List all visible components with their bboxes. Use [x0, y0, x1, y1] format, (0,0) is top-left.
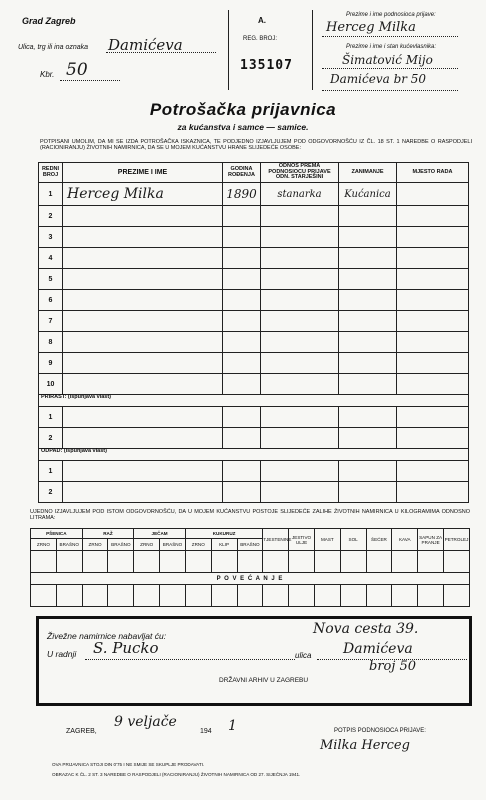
row-relation [261, 374, 339, 395]
intro-text: POTPISANI UMOLIM, DA MI SE IZDA POTROŠAČKA ISKAZNICA, TE PODJEDNO IZJAVLJUJEM POD ODGOVORNOŠĆU IZ ČL. 18 ST. 1 NAREDBE O RASPODJELI (RACIONIRANJU) ŽIVOTNIH NAMIRNICA, DA SE U MOJEM KUĆANSTVU HRANE SLIJEDEĆE OSOBE: [40, 139, 472, 151]
date-value: 9 veljače [114, 714, 177, 730]
row-workplace [397, 461, 469, 482]
supply-address: Nova cesta 39. [313, 621, 419, 637]
row-year [223, 353, 261, 374]
ordinance-note: OBRAZAC K ČL. 2 ST. 3 NAREDBE O RASPODJELI (RACIONIRANJU) ŽIVOTNIH NAMIRNICA OD 27. SIJEČNJA 1941. [52, 772, 301, 777]
street-value: Damićeva [108, 36, 183, 54]
supply-label: Živežne namirnice nabavljat ću: [47, 631, 167, 641]
landlord-value-1: Šimatović Mijo [342, 53, 433, 67]
row-num: 10 [39, 374, 63, 395]
supply-box [36, 616, 472, 706]
row-relation [261, 407, 339, 428]
row-workplace [397, 290, 469, 311]
applicant-underline [322, 36, 458, 37]
row-workplace [397, 206, 469, 227]
row-relation [261, 332, 339, 353]
table-row [39, 183, 469, 206]
table-row [39, 374, 469, 395]
row-year [223, 461, 261, 482]
row-name [63, 332, 223, 353]
row-occupation [339, 248, 397, 269]
prirast-label: PRIRAST: (ispunjava vlast) [39, 395, 469, 407]
sub-brasno: BRAŠNO [160, 539, 186, 551]
row-workplace [397, 269, 469, 290]
sub-zrno: ZRNO [134, 539, 160, 551]
form-letter: A. [258, 16, 266, 25]
col-header-relation: ODNOS PREMA PODNOSIOCU PRIJAVE ODN. STARJEŠINI [261, 163, 339, 183]
row-workplace [397, 353, 469, 374]
sub-brasno: BRAŠNO [237, 539, 263, 551]
year-label: 194 [200, 728, 212, 735]
row-year [223, 227, 261, 248]
row-relation [261, 482, 339, 503]
header-divider-left [228, 10, 229, 90]
row-num: 3 [39, 227, 63, 248]
row-name [63, 374, 223, 395]
row-num: 6 [39, 290, 63, 311]
row-workplace [397, 428, 469, 449]
persons-table [38, 162, 469, 503]
stock-row [31, 551, 470, 573]
radnja-label: U radnji [47, 649, 77, 659]
col-secer: ŠEĆER [366, 529, 392, 551]
ulica-label: ulica [295, 651, 312, 660]
landlord-underline-1 [322, 68, 458, 69]
col-ulje: JESTIVO ULJE [289, 529, 315, 551]
row-num: 7 [39, 311, 63, 332]
stock-table [30, 528, 470, 607]
col-kava: KAVA [392, 529, 418, 551]
row-name: Herceg Milka [63, 183, 223, 206]
row-num: 2 [39, 482, 63, 503]
row-workplace [397, 374, 469, 395]
row-year [223, 482, 261, 503]
row-relation [261, 353, 339, 374]
row-relation [261, 461, 339, 482]
form-subtitle: za kućanstva i samce — samice. [177, 122, 309, 132]
radnja-underline [85, 659, 295, 660]
col-mast: MAST [314, 529, 340, 551]
row-num: 2 [39, 206, 63, 227]
row-workplace [397, 311, 469, 332]
row-name [63, 248, 223, 269]
col-header-occupation: ZANIMANJE [339, 163, 397, 183]
sub-zrno: ZRNO [82, 539, 108, 551]
povecanje-label: P O V E Ć A N J E [31, 573, 470, 585]
year-value: 1 [228, 718, 237, 734]
row-relation [261, 227, 339, 248]
table-row [39, 269, 469, 290]
row-occupation [339, 269, 397, 290]
applicant-value: Herceg Milka [326, 20, 416, 35]
group-psenica: PŠENICA [31, 529, 83, 539]
row-relation [261, 206, 339, 227]
row-year: 1890 [223, 183, 261, 206]
row-occupation [339, 227, 397, 248]
row-year [223, 248, 261, 269]
row-num: 1 [39, 183, 63, 206]
table-row [39, 206, 469, 227]
header-divider-right [312, 10, 313, 90]
row-num: 1 [39, 407, 63, 428]
col-petrolej: PETROLEJ [444, 529, 470, 551]
row-year [223, 428, 261, 449]
sub-brasno: BRAŠNO [108, 539, 134, 551]
row-occupation [339, 206, 397, 227]
city-label: Grad Zagreb [22, 16, 76, 26]
table-row [39, 290, 469, 311]
row-name [63, 311, 223, 332]
row-relation [261, 248, 339, 269]
signature-label: POTPIS PODNOSIOCA PRIJAVE: [334, 728, 426, 734]
row-occupation [339, 461, 397, 482]
row-year [223, 290, 261, 311]
archive-stamp: DRŽAVNI ARHIV U ZAGREBU [219, 677, 309, 684]
row-occupation [339, 290, 397, 311]
group-raz: RAŽ [82, 529, 134, 539]
row-year [223, 407, 261, 428]
row-name [63, 407, 223, 428]
sub-zrno: ZRNO [185, 539, 211, 551]
odpad-label: ODPAD: (ispunjava vlast) [39, 449, 469, 461]
group-kukuruz: KUKURUZ [185, 529, 262, 539]
row-workplace [397, 407, 469, 428]
row-workplace [397, 332, 469, 353]
row-year [223, 311, 261, 332]
col-sapun: SAPUN ZA PRANJE [418, 529, 444, 551]
row-name [63, 461, 223, 482]
row-occupation [339, 482, 397, 503]
ulica-value: Damićeva [343, 641, 413, 657]
row-name [63, 353, 223, 374]
row-num: 9 [39, 353, 63, 374]
col-tjestenine: TJESTENINE [263, 529, 289, 551]
table-row [39, 227, 469, 248]
row-relation [261, 269, 339, 290]
applicant-label: Prezime i ime podnosioca prijave: [346, 12, 436, 18]
landlord-underline-2 [322, 90, 458, 91]
sub-zrno: ZRNO [31, 539, 57, 551]
row-relation [261, 290, 339, 311]
row-relation [261, 311, 339, 332]
form-title: Potrošačka prijavnica [149, 100, 337, 119]
street-underline [106, 52, 216, 53]
row-name [63, 227, 223, 248]
broj-value: broj 50 [369, 659, 417, 674]
row-occupation [339, 374, 397, 395]
col-header-year: GODINA ROĐENJA [223, 163, 261, 183]
row-workplace [397, 183, 469, 206]
row-occupation [339, 353, 397, 374]
row-num: 5 [39, 269, 63, 290]
row-occupation [339, 332, 397, 353]
row-name [63, 206, 223, 227]
signature-value: Milka Herceg [320, 738, 410, 753]
place-label: ZAGREB, [66, 728, 97, 735]
row-year [223, 332, 261, 353]
row-num: 2 [39, 428, 63, 449]
reg-label: REG. BROJ: [243, 36, 278, 42]
col-header-name: PREZIME I IME [63, 163, 223, 183]
row-year [223, 269, 261, 290]
col-header-num: REDNI BROJ [39, 163, 63, 183]
table-row [39, 311, 469, 332]
table-row [39, 461, 469, 482]
table-row [39, 332, 469, 353]
row-workplace [397, 482, 469, 503]
row-workplace [397, 227, 469, 248]
table-row [39, 428, 469, 449]
table-row [39, 407, 469, 428]
row-relation: stanarka [261, 183, 339, 206]
reg-number: 135107 [240, 58, 293, 73]
row-name [63, 290, 223, 311]
stock-text: UJEDNO IZJAVLJUJEM POD ISTOM ODGOVORNOŠĆU, DA U MOJEM KUĆANSTVU POSTOJE SLIJEDEĆE ZALIHE ŽIVOTNIH NAMIRNICA U KILOGRAMIMA ODNOSNO LITRAMA: [30, 509, 470, 521]
radnja-value: S. Pucko [93, 639, 159, 657]
table-row [39, 482, 469, 503]
row-occupation [339, 311, 397, 332]
sub-klip: KLIP [211, 539, 237, 551]
table-row [39, 353, 469, 374]
row-name [63, 269, 223, 290]
stock-row [31, 585, 470, 607]
street-label: Ulica, trg ili ina oznaka [18, 44, 89, 51]
row-workplace [397, 248, 469, 269]
row-occupation: Kućanica [339, 183, 397, 206]
col-sol: SOL [340, 529, 366, 551]
table-row [39, 248, 469, 269]
row-year [223, 206, 261, 227]
group-jecam: JEČAM [134, 529, 186, 539]
sub-brasno: BRAŠNO [56, 539, 82, 551]
row-num: 1 [39, 461, 63, 482]
house-value: 50 [66, 60, 88, 80]
row-num: 8 [39, 332, 63, 353]
row-occupation [339, 428, 397, 449]
house-label: Kbr. [40, 70, 55, 79]
house-underline [60, 80, 120, 81]
landlord-value-2: Damićeva br 50 [330, 72, 427, 86]
landlord-label: Prezime i ime i stan kućevlasnika: [346, 44, 437, 50]
row-relation [261, 428, 339, 449]
row-name [63, 482, 223, 503]
price-note: OVA PRIJAVNICA STOJI DIN 0'75 I NE SMIJE SE SKUPLJE PRODAVATI. [52, 762, 205, 767]
row-name [63, 428, 223, 449]
row-year [223, 374, 261, 395]
col-header-workplace: MJESTO RADA [397, 163, 469, 183]
row-num: 4 [39, 248, 63, 269]
row-occupation [339, 407, 397, 428]
